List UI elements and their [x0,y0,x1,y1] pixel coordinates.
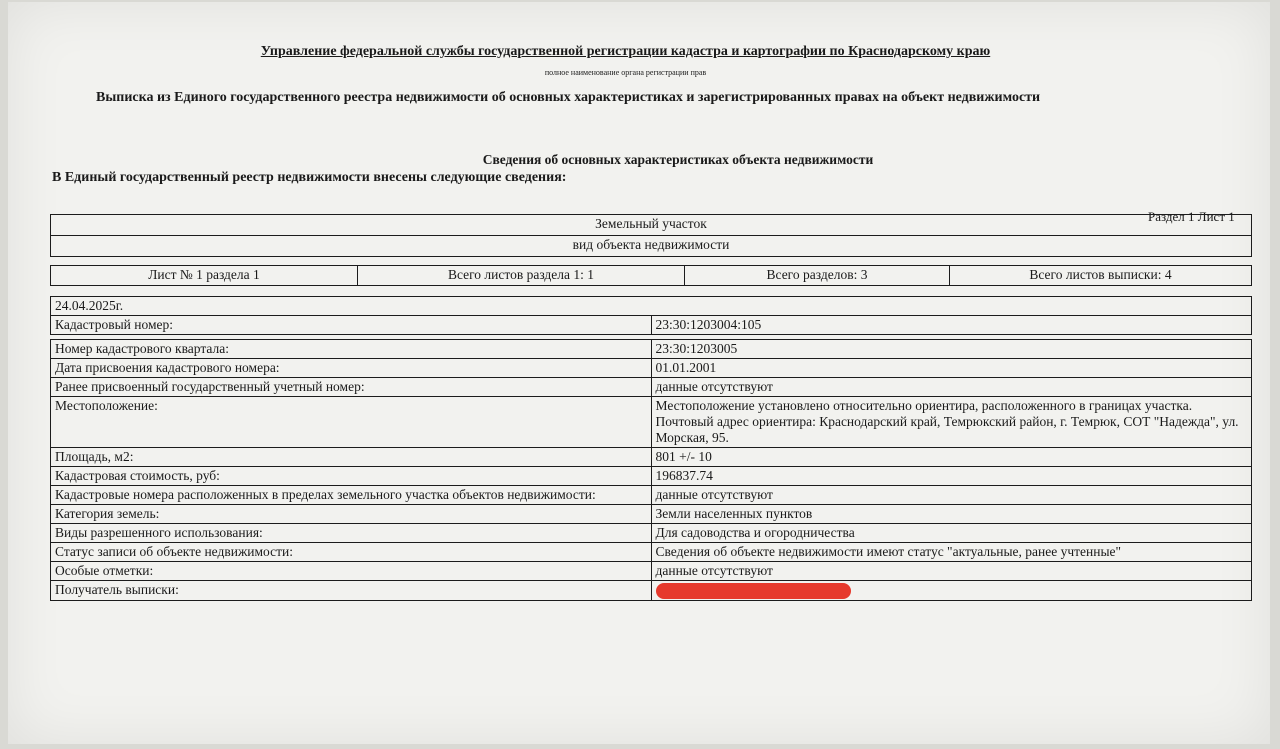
total-extract-sheets: Всего листов выписки: 4 [950,266,1252,286]
registration-authority: Управление федеральной службы государственной регистрации кадастра и картографии по Краснодарскому краю [260,44,991,59]
recipient-value [651,581,1252,601]
table-row: Дата присвоения кадастрового номера: 01.01.2001 [51,359,1252,378]
document-sheet [8,2,1270,744]
table-row: Кадастровые номера расположенных в пределах земельного участка объектов недвижимости: данные отсутствуют [51,486,1252,505]
table-row: Статус записи об объекте недвижимости: Сведения об объекте недвижимости имеют статус "актуальные, ранее учтенные" [51,543,1252,562]
authority-caption: полное наименование органа регистрации прав [544,68,707,77]
characteristics-table [50,296,1252,601]
cadastral-number-value: 23:30:1203004:105 [651,316,1252,335]
extract-date: 24.04.2025г. [51,297,1252,316]
table-row: Номер кадастрового квартала: 23:30:1203005 [51,340,1252,359]
page-reference: Раздел 1 Лист 1 [1148,209,1235,224]
cadastral-number-label: Кадастровый номер: [51,316,652,335]
table-row: Категория земель: Земли населенных пунктов [51,505,1252,524]
table-row: Площадь, м2: 801 +/- 10 [51,448,1252,467]
sheet-info-table [50,265,1252,286]
table-row: Кадастровая стоимость, руб: 196837.74 [51,467,1252,486]
section-title: Сведения об основных характеристиках объекта недвижимости [482,152,874,167]
object-type-table [50,214,1252,257]
sheet-number: Лист № 1 раздела 1 [51,266,358,286]
object-type: Земельный участок [51,215,1252,236]
table-row: Ранее присвоенный государственный учетный номер: данные отсутствуют [51,378,1252,397]
intro-text: В Единый государственный реестр недвижимости внесены следующие сведения: [52,170,567,185]
table-row: Особые отметки: данные отсутствуют [51,562,1252,581]
table-row: Виды разрешенного использования: Для садоводства и огородничества [51,524,1252,543]
table-row: Получатель выписки: [51,581,1252,601]
total-section-sheets: Всего листов раздела 1: 1 [358,266,685,286]
object-type-caption: вид объекта недвижимости [51,236,1252,257]
total-sections: Всего разделов: 3 [685,266,950,286]
redaction-mark [656,583,851,599]
table-row: Местоположение: Местоположение установлено относительно ориентира, расположенного в границах участка. Почтовый адрес ориентира: Краснодарский край, Темрюкский район, г. Темрюк, СОТ "Надежда", ул. Морская, 95. [51,397,1252,448]
document-title: Выписка из Единого государственного реестра недвижимости об основных характеристиках и зарегистрированных правах на объект недвижимости [96,90,1041,105]
